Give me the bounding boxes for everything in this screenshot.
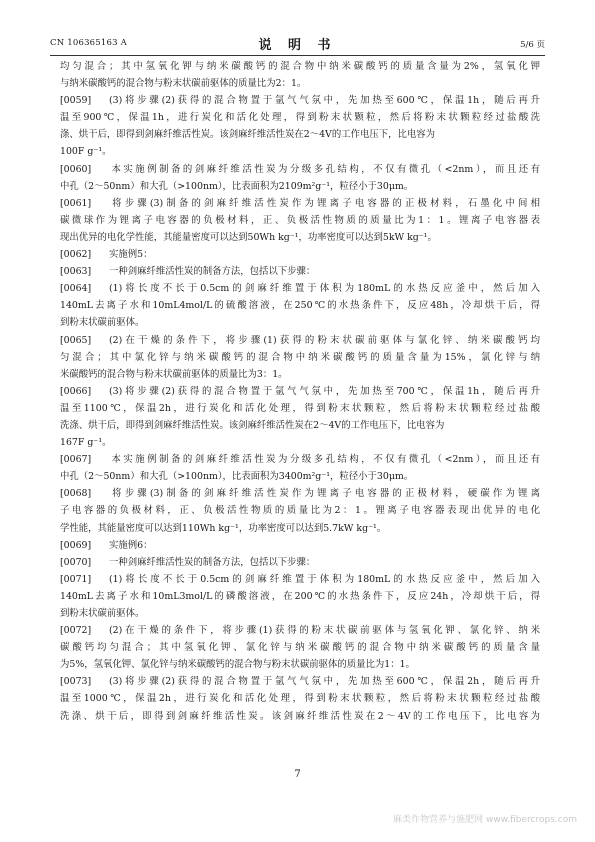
line-text: 与纳米碳酸钙的混合物与粉末状碳前驱体的质量比为2：1。 [60, 78, 307, 90]
text-line [60, 434, 540, 451]
text-line [60, 417, 540, 434]
line-text: 一种剑麻纤维活性炭的制备方法，包括以下步骤： [109, 266, 316, 278]
text-line [60, 126, 540, 143]
text-line [60, 537, 540, 554]
text-line [60, 229, 540, 246]
line-text: 本实施例制备的剑麻纤维活性炭为分级多孔结构，不仅有微孔（<2nm），而且还有 [109, 163, 540, 175]
patent-number: CN 106365163 A [50, 38, 127, 48]
line-text: 将步骤(3)制备的剑麻纤维活性炭作为锂离子电容器的正极材料，石墨化中间相 [109, 197, 540, 209]
line-text: 140mL去离子水和10mL4mol/L的硫酸溶液，在250℃的水热条件下，反应48h，冷却烘干后，得 [60, 300, 540, 312]
text-line [60, 161, 540, 178]
line-text: 为5%，氢氧化钾、氯化锌与纳米碳酸钙的混合物与粉末状碳前驱体的质量比为1：1。 [60, 659, 415, 671]
paragraph-number: [0070] [60, 556, 92, 568]
text-line [60, 520, 540, 537]
line-text: 温至900℃，保温1h，进行炭化和活化处理，得到粉末状颗粒，然后将粉末状颗粒经过盐酸洗 [60, 112, 540, 124]
page-number: 7 [294, 769, 301, 780]
line-text: 167F g⁻¹。 [60, 437, 112, 449]
line-text: 碳酸钙均匀混合；其中氢氧化钾、氯化锌与纳米碳酸钙的混合物中纳米碳酸钙的质量含量 [60, 642, 540, 654]
text-line [60, 195, 540, 212]
line-text: 温至1000℃，保温2h，进行炭化和活化处理，得到粉末状颗粒，然后将粉末状颗粒经过盐酸 [60, 693, 540, 705]
line-text: 碳微球作为锂离子电容器的负极材料，正、负极活性物质的质量比为1：1。锂离子电容器表 [60, 214, 540, 226]
line-text: 一种剑麻纤维活性炭的制备方法，包括以下步骤： [109, 556, 316, 568]
line-text: (3)将步骤(2)获得的混合物置于氩气气氛中，先加热至600℃，保温2h，随后再升 [109, 676, 540, 688]
line-text: 将步骤(3)制备的剑麻纤维活性炭作为锂离子电容器的正极材料，硬碳作为锂离 [109, 488, 540, 500]
line-text: 均匀混合；其中氢氧化钾与纳米碳酸钙的混合物中纳米碳酸钙的质量含量为2%，氢氧化钾 [60, 61, 540, 72]
line-text: (3)将步骤(2)获得的混合物置于氩气气氛中，先加热至600℃，保温1h，随后再升 [109, 95, 540, 107]
page-of-indicator: 5/6 页 [520, 40, 545, 50]
line-text: 温至1100℃，保温2h，进行炭化和活化处理，得到粉末状颗粒，然后将粉末状颗粒经过盐酸 [60, 402, 540, 414]
text-line [60, 639, 540, 656]
text-line [60, 263, 540, 280]
text-line [60, 75, 540, 92]
line-text: 140mL去离子水和10mL3mol/L的磷酸溶液，在200℃的水热条件下，反应24h，冷却烘干后，得 [60, 590, 540, 602]
text-line [60, 58, 540, 75]
text-line [60, 588, 540, 605]
paragraph-number: [0073] [60, 676, 92, 688]
line-text: 中孔（2～50nm）和大孔（>100nm），比表面积为3400m²g⁻¹，粒径小于30μm。 [60, 471, 414, 483]
line-text: (2)在干燥的条件下，将步骤(1)获得的粉末状碳前驱体与氯化锌、纳米碳酸钙均 [109, 334, 540, 346]
text-line [60, 383, 540, 400]
text-line [60, 690, 540, 707]
text-line [60, 109, 540, 126]
line-text: 实施例6： [109, 539, 153, 551]
paragraph-number: [0069] [60, 539, 92, 551]
paragraph-number: [0072] [60, 625, 92, 637]
text-line [60, 622, 540, 639]
document-body [60, 58, 540, 725]
line-text: (1)将长度不长于0.5cm的剑麻纤维置于体积为180mL的水热反应釜中，然后加入 [109, 283, 540, 295]
paragraph-number: [0066] [60, 385, 92, 397]
document-title: 说 明 书 [258, 38, 337, 53]
line-text: 洗涤、烘干后，即得到剑麻纤维活性炭。该剑麻纤维活性炭在2～4V的工作电压下，比电容为 [60, 710, 540, 722]
paragraph-number: [0063] [60, 266, 92, 278]
line-text: 洗涤、烘干后，即得到剑麻纤维活性炭。该剑麻纤维活性炭在2～4V的工作电压下，比电容为 [60, 419, 445, 431]
line-text: 到粉末状碳前驱体。 [60, 317, 145, 329]
paragraph-number: [0059] [60, 95, 92, 107]
text-line [60, 451, 540, 468]
text-line [60, 280, 540, 297]
line-text: 到粉末状碳前驱体。 [60, 608, 145, 619]
paragraph-number: [0062] [60, 249, 92, 261]
line-text: 米碳酸钙的混合物与粉末状碳前驱体的质量比为3：1。 [60, 368, 288, 380]
paragraph-number: [0060] [60, 163, 92, 175]
line-text: 涤、烘干后，即得到剑麻纤维活性炭。该剑麻纤维活性炭在2～4V的工作电压下，比电容为 [60, 129, 435, 141]
paragraph-number: [0068] [60, 488, 92, 500]
text-line [60, 332, 540, 349]
text-line [60, 366, 540, 383]
line-text: 匀混合；其中氯化锌与纳米碳酸钙的混合物中纳米碳酸钙的质量含量为15%，氯化锌与纳 [60, 351, 540, 363]
line-text: (2)在干燥的条件下，将步骤(1)获得的粉末状碳前驱体与氢氧化钾、氯化锌、纳米 [109, 625, 540, 637]
header-rule [50, 55, 545, 56]
line-text: (1)将长度不长于0.5cm的剑麻纤维置于体积为180mL的水热反应釜中，然后加入 [109, 573, 540, 585]
line-text: 中孔（2～50nm）和大孔（>100nm），比表面积为2109m²g⁻¹，粒径小于30μm。 [60, 180, 414, 192]
text-line [60, 485, 540, 502]
text-line [60, 178, 540, 195]
text-line [60, 708, 540, 725]
text-line [60, 92, 540, 109]
paragraph-number: [0067] [60, 454, 92, 466]
text-line [60, 673, 540, 690]
text-line [60, 605, 540, 622]
paragraph-number: [0061] [60, 197, 92, 209]
text-line [60, 297, 540, 314]
text-line [60, 502, 540, 519]
text-line [60, 400, 540, 417]
text-line [60, 656, 540, 673]
line-text: 学性能，其能量密度可以达到110Wh kg⁻¹，功率密度可以达到5.7kW kg⁻¹。 [60, 522, 387, 534]
watermark: 麻类作物营养与施肥网 www.fibercrops.com [393, 815, 577, 825]
paragraph-number: [0064] [60, 283, 92, 295]
text-line [60, 143, 540, 160]
line-text: 100F g⁻¹。 [60, 146, 112, 158]
line-text: 实施例5： [109, 249, 153, 261]
text-line [60, 314, 540, 331]
line-text: (3)将步骤(2)获得的混合物置于氩气气氛中，先加热至700℃，保温1h，随后再升 [109, 385, 540, 397]
line-text: 本实施例制备的剑麻纤维活性炭为分级多孔结构，不仅有微孔（<2nm），而且还有 [109, 454, 540, 466]
text-line [60, 246, 540, 263]
text-line [60, 468, 540, 485]
page-header [50, 34, 545, 52]
text-line [60, 571, 540, 588]
line-text: 子电容器的负极材料，正、负极活性物质的质量比为2：1。锂离子电容器表现出优异的电化 [60, 505, 540, 517]
paragraph-number: [0065] [60, 334, 92, 346]
text-line [60, 554, 540, 571]
line-text: 现出优异的电化学性能，其能量密度可以达到50Wh kg⁻¹，功率密度可以达到5kW kg⁻¹。 [60, 231, 437, 243]
text-line [60, 212, 540, 229]
text-line [60, 349, 540, 366]
paragraph-number: [0071] [60, 573, 92, 585]
